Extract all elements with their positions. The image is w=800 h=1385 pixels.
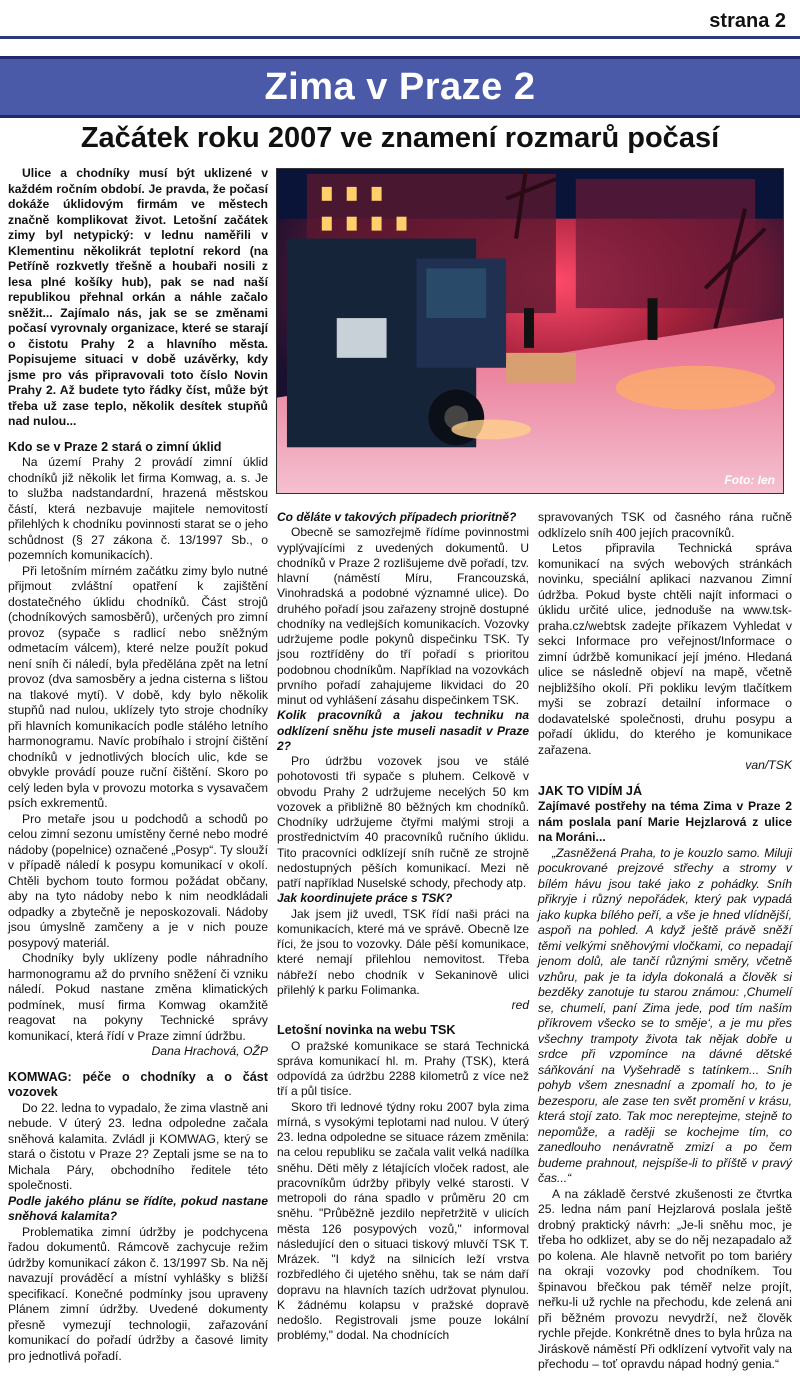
paragraph: Obecně se samozřejmě řídíme povinnostmi vyplývajícími z uvedených dokumentů. U chodníků v Praze 2 rozlišujeme dvě pořadí, tzv. hlavní (náměstí Míru, Francouzská, Vinohradská a podobné významné ulice). Do druhého pořadí jsou zařazeny strojně dostupné chodníky na vedlejších komunikacích. Vozovky udržujeme podle pokynů dispečinku TSK. Ty jsou roztříděny do tří pořadí s prioritou podobnou chodníkům. Například na vozovkách prvního pořadí zahajujeme likvidaci do 20 minut od vyhlášení zásahu dispečinkem TSK. xyxy=(277,525,529,707)
paragraph: Problematika zimní údržby je podchycena řadou dokumentů. Rámcově zachycuje režim údržby komunikací zákon č. 13/1997 Sb. Na něj navazují prováděcí a místní vyhlášky s bližší specifikací. Konečné podmínky jsou upraveny Plánem zimní údržby. Uvedené dokumenty přesně vymezují technologii, zařazování komunikací do pořadí údržby a časové limity pro jednotlivá pořadí. xyxy=(8,1224,268,1363)
section-banner xyxy=(0,56,800,118)
lead-paragraph: Ulice a chodníky musí být uklizené v každém ročním období. Je pravda, že počasí dokáže úklidovým firmám ve městech značně komplikovat život. Letošní začátek zimy byl netypický: v lednu naměřili v Klementinu několikrát teplotní rekord (na Petříně rozkvetly třešně a houbaři nosili z lesa plné košíky hub), pak se nad naší republikou přehnal orkán a náhle začalo sněžit... Zajímalo nás, jak se se změnami počasí vyrovnaly organizace, které se starají o čistotu Prahy 2 a hlavního města. Popisujeme situaci v době uzávěrky, kdy jsme pro vás připravovali toto číslo Novin Prahy 2. Až budete tyto řádky číst, může být třeba už zase teplo, několik desítek stupňů nad nulou... xyxy=(8,166,268,428)
author-signature: van/TSK xyxy=(745,758,792,772)
top-rule xyxy=(0,36,800,39)
subheading-jak-to-vidim: JAK TO VIDÍM JÁ xyxy=(538,783,643,798)
reader-intro: Zajímavé postřehy na téma Zima v Praze 2 nám poslala paní Marie Hejzlarová z ulice na Moráni... xyxy=(538,799,792,844)
snow-plow-night-photo xyxy=(277,169,783,493)
subheading-novinka-tsk: Letošní novinka na webu TSK xyxy=(277,1023,456,1038)
interview-question: Co děláte v takových případech prioritně? xyxy=(277,510,517,524)
interview-question: Jak koordinujete práce s TSK? xyxy=(277,891,453,906)
column-3 xyxy=(538,510,792,1373)
interview-question: Podle jakého plánu se řídíte, pokud nastane sněhová kalamita? xyxy=(8,1193,268,1223)
interview-question: Kolik pracovníků a jakou techniku na odklízení sněhu jste museli nasadit v Praze 2? xyxy=(277,708,529,753)
page-number: strana 2 xyxy=(709,10,786,32)
paragraph: O pražské komunikace se stará Technická správa komunikací hl. m. Prahy (TSK), která odpovídá za údržbu 2288 kilometrů z více než tří a půl tisíce. xyxy=(277,1038,529,1099)
section-title: Zima v Praze 2 xyxy=(264,65,536,108)
column-2 xyxy=(277,510,529,1344)
paragraph: spravovaných TSK od časného rána ručně odklízelo sníh 400 jejích pracovníků. xyxy=(538,510,792,540)
author-signature: Dana Hrachová, OŽP xyxy=(151,1044,268,1058)
article-headline: Začátek roku 2007 ve znamení rozmarů počasí xyxy=(80,122,720,154)
paragraph: Pro údržbu vozovek jsou ve stálé pohotovosti tři sypače s pluhem. Celkově v obvodu Prahy 2 udržujeme necelých 50 km vozovek a přibližně 80 běžných km chodníků. Chodníky udržujeme čtyřmi malými stroji a prostřednictvím 40 pracovníků ručního úklidu. Tito pracovníci odklízejí sníh ručně ze strojně nedostupných pěších komunikací. Mezi ně patří například Nuselské schody, přechody atp. xyxy=(277,754,529,890)
column-1 xyxy=(8,166,268,1364)
subheading-komwag: KOMWAG: péče o chodníky a o část vozovek xyxy=(8,1069,268,1099)
author-signature: red xyxy=(511,998,529,1012)
paragraph: Chodníky byly uklízeny podle náhradního harmonogramu až do prvního sněžení či vzniku náledí. Pokud nastane změna klimatických podmínek, musí firma Komwag okamžitě reagovat na pokyny Technické správy komunikací, která řídí v Praze zimní údržbu. xyxy=(8,951,268,1043)
paragraph: A na základě čerstvé zkušenosti ze čtvrtka 25. ledna nám paní Hejzlarová poslala ještě drobný praktický návrh: „Je-li sněhu moc, je třeba ho odklizet, aby se do něj nezapadalo až po kolena. Ale hlavně netvořit po tom bariéry na okraji vozovky pod chodníkem. Tou špinavou břečkou pak téměř nelze projít, neřku-li už rychle na přechodu, kde zelená ani při běžném provozu nevydrží, než člověk rychle přejde. Konkrétně dnes to byla hrůza na Jiráskově náměstí Při odklízení vytvořit valy na přechodu – toť opravdu nápad hodný genia.“ xyxy=(538,1186,792,1371)
paragraph: Při letošním mírném začátku zimy bylo nutné přijmout zvláštní opatření k zajištění dostatečného úklidu chodníků. Část strojů (chodníkových samosběrů), určených pro zimní provoz (sypače s radlicí nebo sněžným odmetacím válcem), které nelze použít pokud není sníh či náledí, byla předělána zpět na letní provoz (dva samosběry a jedna cisterna s lištou na tlakové mytí). V době, kdy bylo několik stupňů nad nulou, uklízely tyto stroje chodníky při hlavních komunikacích podle stálého letního harmonogramu. Navíc probíhalo i strojní čištění chodníků v jednotlivých blocích ulic, kde se obvykle provádí pouze ruční čištění. Skoro po celý leden byla v provozu motorka s vysavačem psích exkrementů. xyxy=(8,563,268,810)
paragraph: Letos připravila Technická správa komunikací na svých webových stránkách novinku, speciální aplikaci nazvanou Zimní údržba. Pokud byste chtěli najít informaci o úklidu určité ulice, jednoduše na www.tsk-praha.cz/webtsk zadejte příkazem Vyhledat v sekci Informace pro veřejnost/Informace o zimní údržbě komunikací její jméno. Hledaná ulice se následně objeví na mapě, včetně nejbližšího okolí. Při pokliku levým tlačítkem myši se zobrazí detailní informace o dodavatelské společnosti, druhu posypu a pořadí úklidu, do kterého je komunikace zařazena. xyxy=(538,541,792,757)
paragraph: Jak jsem již uvedl, TSK řídí naši práci na komunikacích, které má ve správě. Obecně lze říci, že jsou to vozovky. Dále pěší komunikace, které nemají přilehlou nemovitost. Třeba nábřeží nebo chodník v Sekaninově ulici přilehlý k parku Folimanka. xyxy=(277,906,529,997)
subheading-kdo-se-stara: Kdo se v Praze 2 stará o zimní úklid xyxy=(8,439,222,454)
reader-letter: „Zasněžená Praha, to je kouzlo samo. Miluji pocukrované prejzové střechy a stromy v bílém hávu jsou také jako z pohádky. Sníh přikryje i různý nepořádek, který pak vypadá jako kupka bílého peří, a vše je hned vlídnější, aspoň na pohled. A když ještě právě sněží těmi velkými sněhovými vločkami, co nepadají jenom dolů, ale tančí různými směry, včetně vzhůru, pak je ta idyla dokonalá a člověk si bezděky zanotuje tu starou známou: ‚Chumelí se, chumelí, paní Zima jede, pod tím naším příkrovem všecko se to směje‘, a je mu přes všechny trampoty života tak nějak dobře u srdce při vzpomínce na dávné dětské sáňkování na Vyšehradě s tatínkem... Sníh pohyb všem znesnadní a zpomalí ho, to je bezesporu, ale zase ten svět promění v krásu, která stojí zato. Tak moc nereptejme, stejně to nepomůže, a raději se kochejme tím, co zanedlouho nenávratně zmizí a po čem budeme prahnout, nejspíše-li to příště v pravý čas...“ xyxy=(538,845,792,1185)
paragraph: Na území Prahy 2 provádí zimní úklid chodníků již několik let firma Komwag, a. s. Je to služba nadstandardní, hrazená městskou částí, která nezbavuje majitele nemovitostí přilehlých k chodníku povinnosti starat se o jeho schůdnost (§ 27 zákona č. 13/1997 Sb., o pozemních komunikacích). xyxy=(8,455,268,562)
paragraph: Skoro tři lednové týdny roku 2007 byla zima mírná, s vysokými teplotami nad nulou. V úterý 23. ledna odpoledne se situace rázem změnila: na celou republiku se začala valit velká nadílka sněhu. Děti měly z létajících vloček radost, ale pracovníkům údržby přibyly velké starosti. V metropoli do rána spadlo v průměru 20 cm sněhu. "Průběžně jezdilo nepřetržitě v ulicích města 126 posypových vozů," informoval následující den o situaci tiskový mluvčí TSK T. Mrázek. "I když na silnicích leží vrstva rozbředlého či ujetého sněhu, tak se nám daří dopravu na hlavních tazích udržovat plynulou. K žádnému kolapsu v pražské dopravě nedošlo. Registrovali jsme pouze lokální problémy," dodal. Na chodnících xyxy=(277,1099,529,1343)
article-photo xyxy=(276,168,784,494)
paragraph: Pro metaře jsou u podchodů a schodů po celou zimní sezonu umístěny černé nebo modré nádoby (popelnice) označené „Posyp“. Ty slouží v případě náledí k posypu komunikací v okolí. Chtěli bychom touto formou požádat občany, aby na tyto nádoby nebo k nim neodkládali odpadky a zbytečně je neposkozovali. Nádoby jsou úmyslně zamčeny a je v nich pouze posypový materiál. xyxy=(8,811,268,950)
photo-credit: Foto: Ien xyxy=(724,473,775,487)
paragraph: Do 22. ledna to vypadalo, že zima vlastně ani nebude. V úterý 23. ledna odpoledne začala sněhová kalamita. Zvládl ji KOMWAG, který se stará o čistotu v Praze 2? Zeptali jsme se na to Michala Páry, obchodního ředitele této společnosti. xyxy=(8,1100,268,1192)
